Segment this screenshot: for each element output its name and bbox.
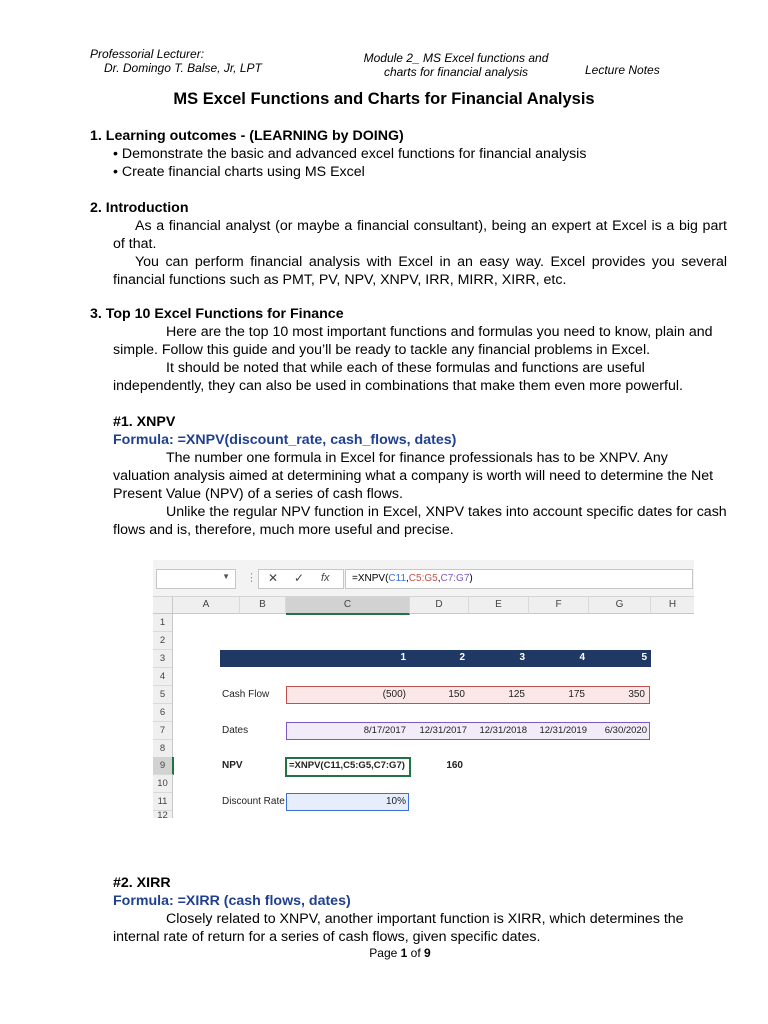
date-2[interactable]: 12/31/2017 [419,725,467,736]
header-lecturer-name: Dr. Domingo T. Balse, Jr, LPT [104,61,262,75]
row-header-7[interactable]: 7 [153,722,173,740]
date-3[interactable]: 12/31/2018 [479,725,527,736]
top10-paragraph-1: Here are the top 10 most important functions and formulas you need to know, plain and simple. Follow this guide and you’ll be ready to tackle any financial problems in Excel. [113,324,713,358]
more-options-icon: ⋮ [246,572,257,584]
excel-screenshot [153,560,694,818]
formula-prefix: =XNPV( [352,573,389,584]
header-module-line1: Module 2_ MS Excel functions and [363,51,549,65]
cash-flow-3[interactable]: 125 [508,689,525,700]
row-header-8[interactable]: 8 [153,740,173,758]
cash-flow-label[interactable]: Cash Flow [222,689,270,700]
page-title: MS Excel Functions and Charts for Financial Analysis [173,90,595,108]
formula-text [352,573,473,584]
formula-sep-2: , [437,573,441,584]
section-3-heading: 3. Top 10 Excel Functions for Finance [90,306,344,322]
row-header-6[interactable]: 6 [153,704,173,722]
formula-buttons [258,569,344,589]
header-lecturer-title: Professorial Lecturer: [90,47,205,61]
row-header-5[interactable]: 5 [153,686,173,704]
row-header-3[interactable]: 3 [153,650,173,668]
column-header-g[interactable]: G [589,597,651,614]
cash-flow-5[interactable]: 350 [628,689,645,700]
function-xnpv [113,413,728,539]
footer-current-page: 1 [400,946,408,960]
section-1-heading: 1. Learning outcomes - (LEARNING by DOING) [90,128,404,144]
name-box[interactable] [156,569,236,589]
xnpv-paragraph-1: The number one formula in Excel for finance professionals has to be XNPV. Any valuation analysis aimed at determining what a company is worth will need to determine the Net Present Value (NPV) of a series of cash flows. [113,450,714,502]
column-header-e[interactable]: E [469,597,529,614]
row-header-2[interactable]: 2 [153,632,173,650]
cancel-icon[interactable]: ✕ [268,571,279,585]
formula-sep-1: , [406,573,409,584]
formula-ref-c11: C11 [388,573,407,584]
row-header-1[interactable]: 1 [153,614,173,632]
date-5[interactable]: 6/30/2020 [604,725,647,736]
cash-flow-2[interactable]: 150 [448,689,465,700]
period-2[interactable]: 2 [459,652,465,663]
column-header-h[interactable]: H [651,597,694,614]
footer-prefix: Page [369,946,401,960]
function-icon[interactable]: fx [321,572,330,584]
column-header-b[interactable]: B [240,597,286,614]
npv-label[interactable]: NPV [222,760,243,771]
period-1[interactable]: 1 [400,652,406,663]
row-header-9[interactable]: 9 [153,757,174,775]
formula-input[interactable] [345,569,693,589]
section-top-10 [90,305,720,395]
xnpv-heading: #1. XNPV [113,414,176,430]
date-4[interactable]: 12/31/2019 [539,725,587,736]
top10-paragraph-2: It should be noted that while each of these formulas and functions are useful independently, they can also be used in combinations that make them even more powerful. [113,360,683,394]
dates-label[interactable]: Dates [222,725,249,736]
dropdown-arrow-icon: ▼ [222,572,230,581]
period-5[interactable]: 5 [641,652,647,663]
enter-icon[interactable]: ✓ [294,571,305,585]
xnpv-formula: Formula: =XNPV(discount_rate, cash_flows, dates) [113,432,457,448]
xirr-heading: #2. XIRR [113,875,171,891]
column-header-d[interactable]: D [410,597,469,614]
function-xirr [113,874,728,946]
period-3[interactable]: 3 [519,652,525,663]
formula-ref-cashflows: C5:G5 [408,573,438,584]
select-all-corner[interactable] [153,597,173,614]
footer-total-pages: 9 [424,946,431,960]
xirr-formula: Formula: =XIRR (cash flows, dates) [113,893,351,909]
npv-formula-cell: =XNPV(C11,C5:G5,C7:G7) [289,760,405,771]
period-4[interactable]: 4 [579,652,585,663]
cash-flow-4[interactable]: 175 [568,689,585,700]
row-header-4[interactable]: 4 [153,668,173,686]
header-lecturer [90,47,262,75]
row-header-12[interactable]: 12 [153,811,173,818]
outcome-bullet-2: • Create financial charts using MS Excel [113,164,365,180]
cash-flow-1[interactable]: (500) [382,689,406,700]
column-header-c[interactable]: C [286,597,410,615]
formula-ref-dates: C7:G7 [440,573,470,584]
header-module-line2: charts for financial analysis [383,65,529,79]
column-header-a[interactable]: A [173,597,240,614]
intro-paragraph-1: As a financial analyst (or maybe a financial consultant), being an expert at Excel is a big part of that. [113,218,727,252]
formula-bar [153,560,694,597]
formula-suffix: ) [469,573,473,584]
section-2-heading: 2. Introduction [90,200,189,216]
date-1[interactable]: 8/17/2017 [363,725,406,736]
header-lecture-notes: Lecture Notes [585,63,660,77]
xnpv-paragraph-2: Unlike the regular NPV function in Excel, XNPV takes into account specific dates for cash flows and is, therefore, much more useful and precise. [113,504,727,538]
section-learning-outcomes [90,127,730,181]
outcome-bullet-1: • Demonstrate the basic and advanced excel functions for financial analysis [113,146,587,162]
discount-rate-label[interactable]: Discount Rate [222,796,285,807]
npv-value[interactable]: 160 [446,760,463,771]
footer-of: of [407,946,425,960]
section-introduction [90,199,727,289]
row-header-11[interactable]: 11 [153,793,173,811]
row-header-10[interactable]: 10 [153,775,173,793]
xirr-paragraph-1: Closely related to XNPV, another important function is XIRR, which determines the internal rate of return for a series of cash flows, given specific dates. [113,911,684,945]
discount-rate-value[interactable]: 10% [385,796,406,807]
column-header-f[interactable]: F [529,597,589,614]
header-module [350,51,562,79]
page-footer [0,946,768,960]
intro-paragraph-2: You can perform financial analysis with Excel in an easy way. Excel provides you several financial functions such as PMT, PV, NPV, XNPV, IRR, MIRR, XIRR, etc. [113,254,727,288]
